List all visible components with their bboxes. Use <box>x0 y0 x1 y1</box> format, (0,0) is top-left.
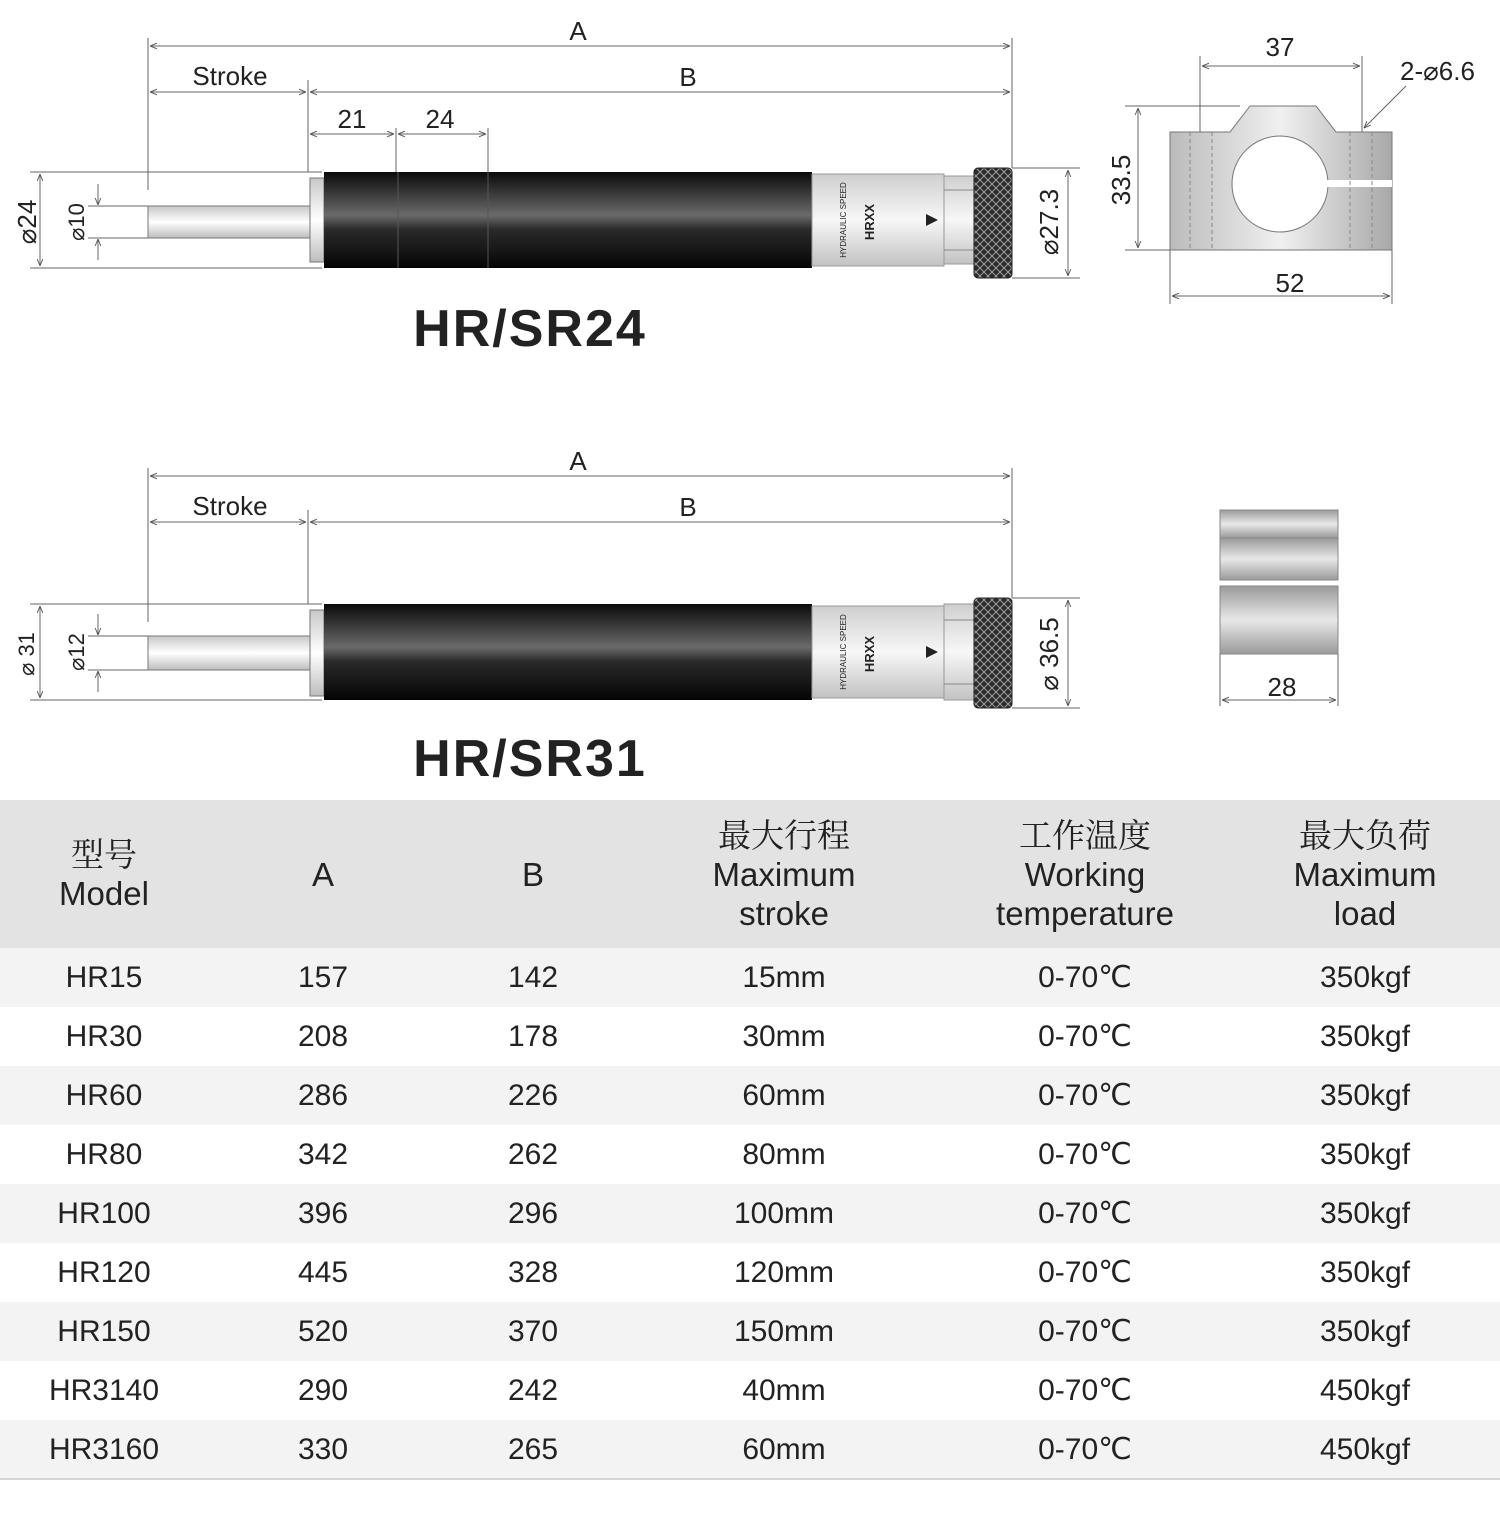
cell-model: HR120 <box>0 1243 208 1302</box>
dim-stroke-top: Stroke <box>192 61 268 91</box>
dim-a-bottom: A <box>569 446 587 476</box>
cell-model: HR150 <box>0 1302 208 1361</box>
cell-a: 330 <box>208 1420 438 1479</box>
cell-model: HR80 <box>0 1125 208 1184</box>
table-row <box>0 1302 1500 1361</box>
table-row <box>0 948 1500 1007</box>
cell-model: HR3140 <box>0 1361 208 1420</box>
cell-temp: 0-70℃ <box>940 1243 1230 1302</box>
cell-stroke: 120mm <box>628 1243 940 1302</box>
dim-b-top: B <box>679 62 697 92</box>
cell-model: HR30 <box>0 1007 208 1066</box>
cell-stroke: 15mm <box>628 948 940 1007</box>
cell-b: 226 <box>438 1066 628 1125</box>
table-header-row <box>0 800 1500 948</box>
cell-temp: 0-70℃ <box>940 1125 1230 1184</box>
dim-bracket-width: 52 <box>1275 268 1305 298</box>
header-working-temperature: 工作温度 Working temperature <box>940 800 1230 948</box>
cell-load: 350kgf <box>1230 1302 1500 1361</box>
cell-b: 242 <box>438 1361 628 1420</box>
cell-a: 208 <box>208 1007 438 1066</box>
dim-dia-rod-bottom: ⌀12 <box>64 633 89 671</box>
dim-21: 21 <box>337 104 367 134</box>
cell-load: 350kgf <box>1230 948 1500 1007</box>
header-max-stroke: 最大行程 Maximum stroke <box>628 800 940 948</box>
dim-a-top: A <box>569 16 587 46</box>
cell-temp: 0-70℃ <box>940 1361 1230 1420</box>
cell-stroke: 80mm <box>628 1125 940 1184</box>
dim-bracket-height: 33.5 <box>1106 154 1136 206</box>
cell-stroke: 60mm <box>628 1066 940 1125</box>
dim-block-width: 28 <box>1267 672 1297 702</box>
cell-a: 157 <box>208 948 438 1007</box>
cell-stroke: 150mm <box>628 1302 940 1361</box>
cell-a: 286 <box>208 1066 438 1125</box>
cell-a: 520 <box>208 1302 438 1361</box>
title-hr-sr31: HR/SR31 <box>413 730 647 788</box>
cell-load: 450kgf <box>1230 1361 1500 1420</box>
shock-absorber-hr-sr31 <box>148 598 1012 708</box>
cell-model: HR15 <box>0 948 208 1007</box>
cell-a: 342 <box>208 1125 438 1184</box>
dim-bracket-top: 37 <box>1265 32 1295 62</box>
table-row <box>0 1243 1500 1302</box>
cell-load: 350kgf <box>1230 1184 1500 1243</box>
cell-b: 142 <box>438 948 628 1007</box>
cell-load: 350kgf <box>1230 1066 1500 1125</box>
cell-a: 445 <box>208 1243 438 1302</box>
cell-temp: 0-70℃ <box>940 1302 1230 1361</box>
dim-24: 24 <box>425 104 455 134</box>
header-b: B <box>438 800 628 948</box>
spec-table <box>0 800 1500 1479</box>
cell-temp: 0-70℃ <box>940 1007 1230 1066</box>
cell-model: HR60 <box>0 1066 208 1125</box>
table-row <box>0 1184 1500 1243</box>
mounting-bracket-hr-sr24 <box>1106 32 1475 304</box>
dim-bracket-holes: 2-⌀6.6 <box>1400 56 1475 86</box>
cell-temp: 0-70℃ <box>940 1184 1230 1243</box>
mounting-block-hr-sr31 <box>1220 510 1338 706</box>
cell-load: 450kgf <box>1230 1420 1500 1479</box>
shock-absorber-hr-sr24 <box>148 168 1012 278</box>
cell-temp: 0-70℃ <box>940 948 1230 1007</box>
header-max-load: 最大负荷 Maximum load <box>1230 800 1500 948</box>
label-hydraulic-bottom: HYDRAULIC SPEED <box>839 614 848 690</box>
cell-stroke: 30mm <box>628 1007 940 1066</box>
cell-stroke: 100mm <box>628 1184 940 1243</box>
cell-temp: 0-70℃ <box>940 1066 1230 1125</box>
table-row <box>0 1420 1500 1479</box>
dim-dia-knob-top: ⌀27.3 <box>1034 188 1064 256</box>
label-hrxx-bottom: HRXX <box>862 635 877 673</box>
cell-model: HR3160 <box>0 1420 208 1479</box>
cell-temp: 0-70℃ <box>940 1420 1230 1479</box>
cell-b: 265 <box>438 1420 628 1479</box>
cell-b: 370 <box>438 1302 628 1361</box>
cell-a: 290 <box>208 1361 438 1420</box>
cell-load: 350kgf <box>1230 1243 1500 1302</box>
dim-b-bottom: B <box>679 492 697 522</box>
label-hydraulic-top: HYDRAULIC SPEED <box>839 182 848 258</box>
dim-dia-rod-top: ⌀10 <box>64 203 89 241</box>
table-body <box>0 948 1500 1479</box>
cell-b: 178 <box>438 1007 628 1066</box>
table-row <box>0 1361 1500 1420</box>
dim-dia-knob-bottom: ⌀ 36.5 <box>1034 617 1064 691</box>
cell-b: 262 <box>438 1125 628 1184</box>
header-model: 型号 Model <box>0 800 208 948</box>
cell-b: 296 <box>438 1184 628 1243</box>
table-row <box>0 1007 1500 1066</box>
cell-load: 350kgf <box>1230 1007 1500 1066</box>
dim-stroke-bottom: Stroke <box>192 491 268 521</box>
cell-model: HR100 <box>0 1184 208 1243</box>
dim-dia-body-bottom: ⌀ 31 <box>14 632 39 676</box>
cell-stroke: 40mm <box>628 1361 940 1420</box>
label-hrxx-top: HRXX <box>862 203 877 241</box>
table-bottom-rule <box>0 1478 1500 1480</box>
table-row <box>0 1125 1500 1184</box>
cell-a: 396 <box>208 1184 438 1243</box>
dim-dia-body-top: ⌀24 <box>12 199 42 245</box>
table-row <box>0 1066 1500 1125</box>
cell-b: 328 <box>438 1243 628 1302</box>
title-hr-sr24: HR/SR24 <box>413 300 647 358</box>
cell-load: 350kgf <box>1230 1125 1500 1184</box>
cell-stroke: 60mm <box>628 1420 940 1479</box>
header-a: A <box>208 800 438 948</box>
